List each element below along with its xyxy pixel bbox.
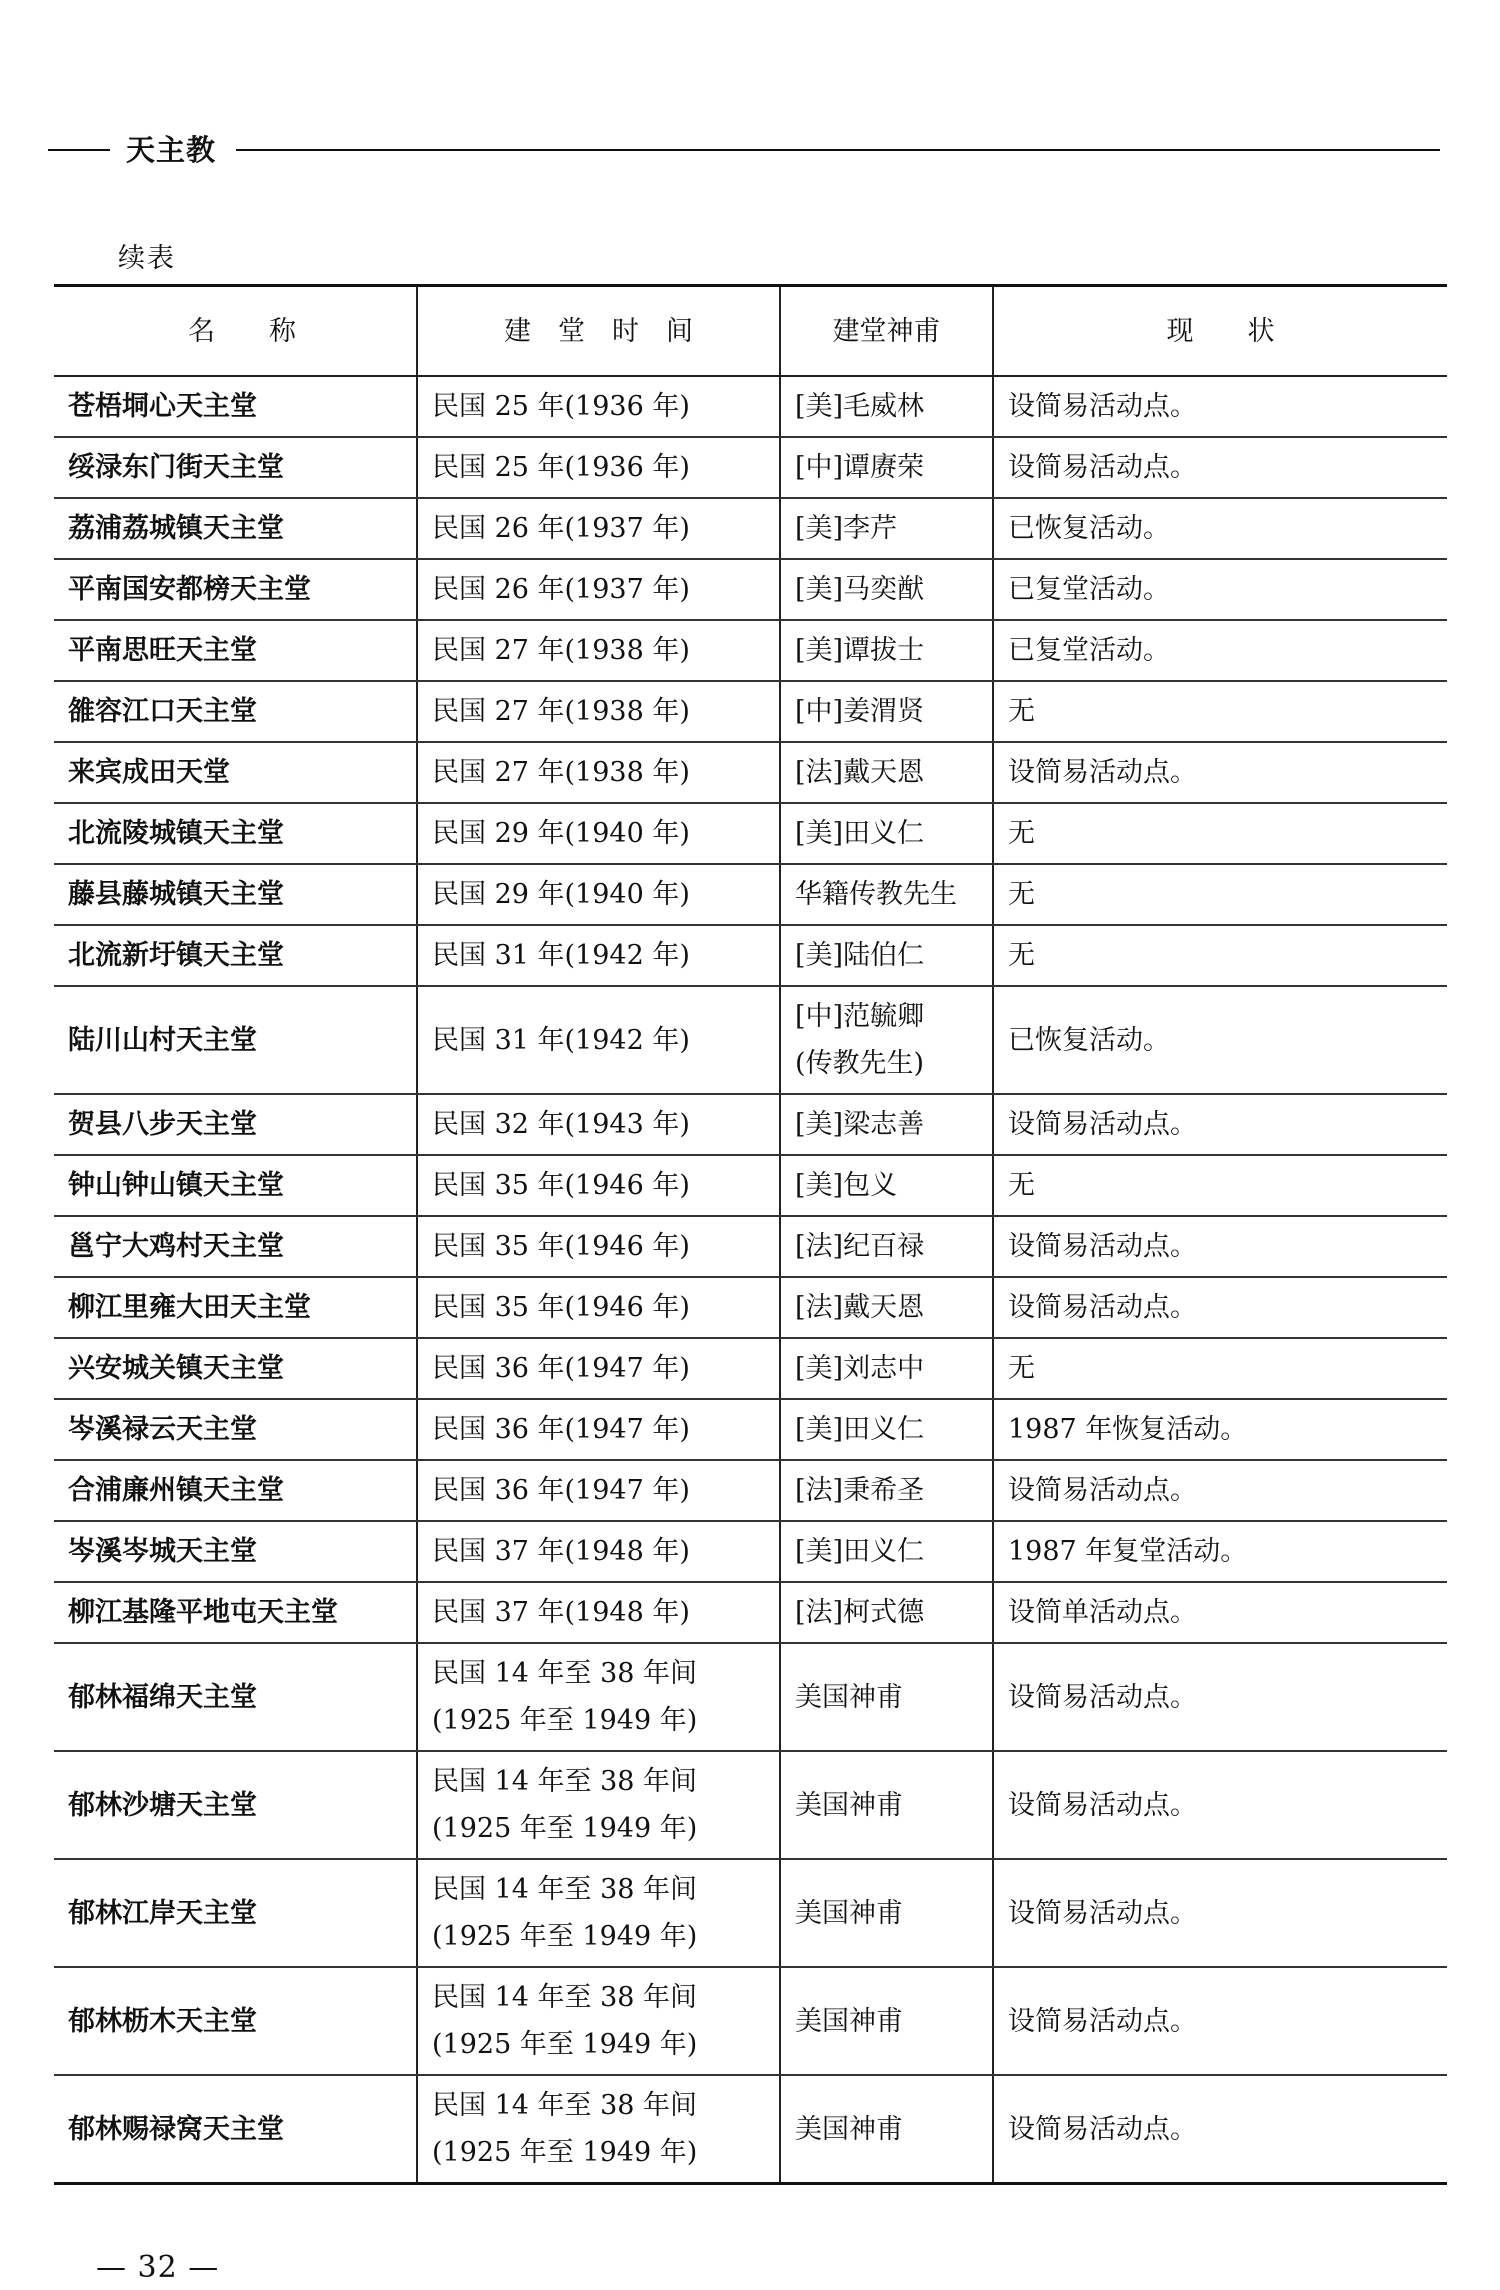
founding-priest-line: 华籍传教先生 [795, 879, 957, 910]
founding-time [417, 437, 780, 498]
founding-priest-line: [美]谭拔士 [795, 635, 925, 666]
church-name: 兴安城关镇天主堂 [54, 1338, 417, 1399]
current-status: 无 [993, 681, 1447, 742]
current-status: 无 [993, 864, 1447, 925]
current-status: 无 [993, 1155, 1447, 1216]
church-name: 北流新圩镇天主堂 [54, 925, 417, 986]
table-row [54, 498, 1447, 559]
founding-priest [780, 498, 993, 559]
church-name: 郁林江岸天主堂 [54, 1859, 417, 1967]
founding-priest [780, 2075, 993, 2184]
founding-priest-line: [法]戴天恩 [795, 757, 925, 788]
current-status: 无 [993, 803, 1447, 864]
table-row [54, 925, 1447, 986]
church-name: 岑溪岑城天主堂 [54, 1521, 417, 1582]
church-name: 郁林枥木天主堂 [54, 1967, 417, 2075]
current-status: 已恢复活动。 [993, 498, 1447, 559]
table-row [54, 1460, 1447, 1521]
founding-priest-line: [法]柯式德 [795, 1597, 925, 1628]
founding-priest-line: [中]姜渭贤 [795, 696, 925, 727]
running-header [48, 130, 1440, 170]
church-name: 柳江里雍大田天主堂 [54, 1277, 417, 1338]
founding-priest [780, 1216, 993, 1277]
founding-time-line: 民国 37 年(1948 年) [432, 1597, 690, 1628]
founding-time-line: 民国 36 年(1947 年) [432, 1353, 690, 1384]
founding-time [417, 1460, 780, 1521]
founding-priest [780, 1967, 993, 2075]
founding-time-line: 民国 14 年至 38 年间 [432, 1658, 698, 1689]
table-body [54, 376, 1447, 2184]
founding-priest [780, 1277, 993, 1338]
current-status: 设简易活动点。 [993, 742, 1447, 803]
founding-time-line: 民国 26 年(1937 年) [432, 513, 690, 544]
current-status: 已复堂活动。 [993, 620, 1447, 681]
founding-time-line: 民国 31 年(1942 年) [432, 940, 690, 971]
church-name: 郁林赐禄窝天主堂 [54, 2075, 417, 2184]
founding-time [417, 986, 780, 1094]
table-row [54, 1277, 1447, 1338]
founding-time [417, 498, 780, 559]
table-row [54, 1967, 1447, 2075]
founding-time [417, 1338, 780, 1399]
founding-priest [780, 1751, 993, 1859]
founding-priest-line: 美国神甫 [795, 1681, 903, 1713]
table-row [54, 1216, 1447, 1277]
current-status: 无 [993, 1338, 1447, 1399]
founding-priest-line: [美]田义仁 [795, 818, 925, 849]
church-name: 藤县藤城镇天主堂 [54, 864, 417, 925]
founding-priest [780, 1643, 993, 1751]
founding-time [417, 1967, 780, 2075]
table-row [54, 437, 1447, 498]
table-row [54, 376, 1447, 437]
table-row [54, 986, 1447, 1094]
founding-priest-line: [美]马奕猷 [795, 574, 925, 605]
founding-priest-line: 美国神甫 [795, 1897, 903, 1929]
founding-time [417, 2075, 780, 2184]
founding-time-line: (1925 年至 1949 年) [432, 1813, 698, 1844]
founding-priest-line: [美]陆伯仁 [795, 940, 925, 971]
founding-priest-line: [美]李芹 [795, 513, 898, 544]
table-row [54, 1751, 1447, 1859]
founding-time-line: (1925 年至 1949 年) [432, 1921, 698, 1952]
church-name: 郁林沙塘天主堂 [54, 1751, 417, 1859]
current-status: 设简易活动点。 [993, 1643, 1447, 1751]
founding-time [417, 864, 780, 925]
column-header-status: 现 状 [993, 286, 1447, 377]
founding-priest-line: 美国神甫 [795, 2005, 903, 2037]
current-status: 1987 年恢复活动。 [993, 1399, 1447, 1460]
founding-time-line: 民国 36 年(1947 年) [432, 1475, 690, 1506]
column-header-priest: 建堂神甫 [780, 286, 993, 377]
founding-priest [780, 1399, 993, 1460]
founding-time [417, 742, 780, 803]
founding-priest-line: [美]田义仁 [795, 1536, 925, 1567]
table-row [54, 1582, 1447, 1643]
founding-time-line: (1925 年至 1949 年) [432, 1705, 698, 1736]
church-name: 钟山钟山镇天主堂 [54, 1155, 417, 1216]
table-row [54, 1338, 1447, 1399]
table-row [54, 742, 1447, 803]
founding-priest [780, 742, 993, 803]
table-row [54, 1094, 1447, 1155]
church-name: 荔浦荔城镇天主堂 [54, 498, 417, 559]
founding-time-line: 民国 35 年(1946 年) [432, 1231, 690, 1262]
church-name: 雒容江口天主堂 [54, 681, 417, 742]
church-name: 来宾成田天堂 [54, 742, 417, 803]
founding-time [417, 1094, 780, 1155]
founding-time [417, 1521, 780, 1582]
founding-priest [780, 864, 993, 925]
founding-priest-line: [美]毛威林 [795, 391, 925, 422]
column-header-time: 建 堂 时 间 [417, 286, 780, 377]
church-name: 平南思旺天主堂 [54, 620, 417, 681]
column-header-name: 名 称 [54, 286, 417, 377]
header-rule-left [48, 149, 110, 151]
founding-time-line: 民国 26 年(1937 年) [432, 574, 690, 605]
founding-time-line: 民国 27 年(1938 年) [432, 635, 690, 666]
church-name: 邕宁大鸡村天主堂 [54, 1216, 417, 1277]
founding-priest-line: [法]秉希圣 [795, 1475, 925, 1506]
founding-priest-line: [美]包义 [795, 1170, 898, 1201]
church-name: 绥渌东门街天主堂 [54, 437, 417, 498]
founding-priest [780, 437, 993, 498]
founding-time-line: 民国 29 年(1940 年) [432, 879, 690, 910]
founding-time-line: 民国 36 年(1947 年) [432, 1414, 690, 1445]
table-row [54, 864, 1447, 925]
church-name: 贺县八步天主堂 [54, 1094, 417, 1155]
founding-time-line: 民国 31 年(1942 年) [432, 1024, 690, 1056]
founding-time-line: 民国 29 年(1940 年) [432, 818, 690, 849]
founding-time-line: (1925 年至 1949 年) [432, 2137, 698, 2168]
church-name: 岑溪禄云天主堂 [54, 1399, 417, 1460]
current-status: 设简易活动点。 [993, 1751, 1447, 1859]
founding-time-line: 民国 14 年至 38 年间 [432, 2090, 698, 2121]
founding-priest-line: [美]刘志中 [795, 1353, 925, 1384]
table-row [54, 2075, 1447, 2184]
current-status: 1987 年复堂活动。 [993, 1521, 1447, 1582]
founding-time [417, 1216, 780, 1277]
founding-priest [780, 803, 993, 864]
founding-priest [780, 1582, 993, 1643]
header-rule-right [236, 149, 1440, 151]
table-header [54, 286, 1447, 377]
founding-time [417, 803, 780, 864]
founding-time-line: 民国 35 年(1946 年) [432, 1170, 690, 1201]
church-name: 郁林福绵天主堂 [54, 1643, 417, 1751]
founding-time-line: 民国 25 年(1936 年) [432, 391, 690, 422]
current-status: 设简易活动点。 [993, 1094, 1447, 1155]
founding-priest [780, 925, 993, 986]
founding-priest-line: [法]纪百禄 [795, 1231, 925, 1262]
founding-priest [780, 376, 993, 437]
founding-time [417, 376, 780, 437]
church-name: 平南国安都榜天主堂 [54, 559, 417, 620]
founding-time-line: 民国 25 年(1936 年) [432, 452, 690, 483]
founding-time [417, 681, 780, 742]
header-row [54, 286, 1447, 377]
founding-time-line: 民国 14 年至 38 年间 [432, 1874, 698, 1905]
founding-time [417, 1643, 780, 1751]
church-name: 北流陵城镇天主堂 [54, 803, 417, 864]
founding-time-line: 民国 27 年(1938 年) [432, 757, 690, 788]
current-status: 设简易活动点。 [993, 1967, 1447, 2075]
founding-time-line: 民国 32 年(1943 年) [432, 1109, 690, 1140]
table-row [54, 1521, 1447, 1582]
page-number: — 32 — [96, 2250, 220, 2285]
current-status: 设简易活动点。 [993, 1277, 1447, 1338]
current-status: 设简易活动点。 [993, 1460, 1447, 1521]
founding-priest-line: (传教先生) [795, 1048, 925, 1079]
founding-priest-line: [中]谭赓荣 [795, 452, 925, 483]
founding-priest [780, 1460, 993, 1521]
table-row [54, 1155, 1447, 1216]
founding-priest [780, 1155, 993, 1216]
table-row [54, 1643, 1447, 1751]
founding-priest [780, 559, 993, 620]
founding-priest-line: 美国神甫 [795, 1789, 903, 1821]
founding-priest-line: [法]戴天恩 [795, 1292, 925, 1323]
table-row [54, 559, 1447, 620]
founding-time [417, 1277, 780, 1338]
founding-priest [780, 1859, 993, 1967]
founding-time-line: (1925 年至 1949 年) [432, 2029, 698, 2060]
current-status: 无 [993, 925, 1447, 986]
current-status: 设简易活动点。 [993, 1216, 1447, 1277]
church-name: 柳江基隆平地屯天主堂 [54, 1582, 417, 1643]
current-status: 设简单活动点。 [993, 1582, 1447, 1643]
founding-time [417, 1859, 780, 1967]
founding-priest [780, 620, 993, 681]
church-name: 陆川山村天主堂 [54, 986, 417, 1094]
table-row [54, 803, 1447, 864]
founding-time-line: 民国 35 年(1946 年) [432, 1292, 690, 1323]
founding-priest-line: [美]梁志善 [795, 1109, 925, 1140]
founding-time [417, 559, 780, 620]
founding-priest-line: 美国神甫 [795, 2113, 903, 2145]
church-name: 苍梧垌心天主堂 [54, 376, 417, 437]
current-status: 已复堂活动。 [993, 559, 1447, 620]
founding-time [417, 1155, 780, 1216]
table-row [54, 1859, 1447, 1967]
current-status: 设简易活动点。 [993, 1859, 1447, 1967]
founding-time-line: 民国 14 年至 38 年间 [432, 1766, 698, 1797]
current-status: 设简易活动点。 [993, 2075, 1447, 2184]
church-table [54, 284, 1447, 2185]
founding-time [417, 620, 780, 681]
table-row [54, 681, 1447, 742]
founding-time-line: 民国 27 年(1938 年) [432, 696, 690, 727]
founding-time [417, 925, 780, 986]
founding-time [417, 1582, 780, 1643]
founding-time-line: 民国 37 年(1948 年) [432, 1536, 690, 1567]
founding-priest-line: [中]范毓卿 [795, 1001, 925, 1032]
church-name: 合浦廉州镇天主堂 [54, 1460, 417, 1521]
founding-priest [780, 1094, 993, 1155]
header-title: 天主教 [126, 133, 217, 167]
current-status: 设简易活动点。 [993, 437, 1447, 498]
table-continuation-label: 续表 [118, 243, 176, 274]
founding-priest [780, 986, 993, 1094]
founding-time [417, 1399, 780, 1460]
table-row [54, 620, 1447, 681]
current-status: 已恢复活动。 [993, 986, 1447, 1094]
founding-priest [780, 1338, 993, 1399]
current-status: 设简易活动点。 [993, 376, 1447, 437]
founding-time [417, 1751, 780, 1859]
founding-time-line: 民国 14 年至 38 年间 [432, 1982, 698, 2013]
founding-priest-line: [美]田义仁 [795, 1414, 925, 1445]
founding-priest [780, 1521, 993, 1582]
table-row [54, 1399, 1447, 1460]
founding-priest [780, 681, 993, 742]
